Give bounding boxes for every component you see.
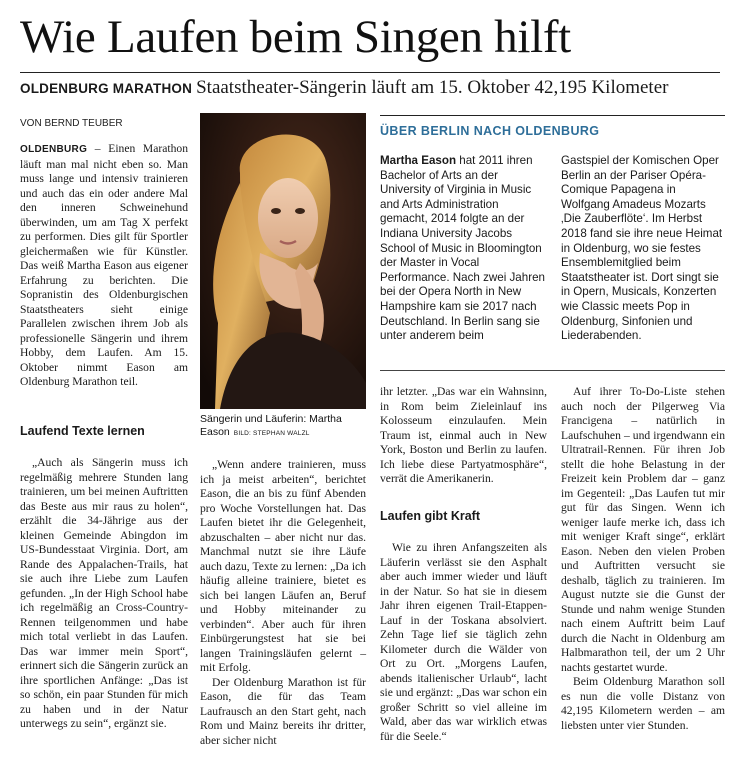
kicker: OLDENBURG MARATHON — [20, 81, 193, 96]
byline: VON BERND TEUBER — [20, 118, 123, 129]
infobox-left-text: hat 2011 ihren Bachelor of Arts an der University of Virginia in Music and Arts Administration gemacht, 2014 folgte an der Indiana University Jacobs School of Music in Bloomington der Master in Vocal Performance. Nach zwei Jahren bei der Opera North in New Hampshire kam sie 2017 nach Deutschland. In Berlin sang sie unter anderem beim — [380, 154, 545, 343]
headline: Wie Laufen beim Singen hilft — [20, 11, 571, 63]
photo-caption — [200, 413, 366, 440]
column-4 — [561, 385, 725, 733]
top-rule — [20, 72, 720, 73]
portrait-photo — [200, 113, 366, 409]
infobox-bottom-rule — [380, 370, 725, 371]
caption-text: Sängerin und Läuferin: Martha Eason — [200, 413, 342, 438]
infobox-top-rule — [380, 115, 725, 116]
infobox-lead-name: Martha Eason — [380, 154, 457, 167]
infobox-title: ÜBER BERLIN NACH OLDENBURG — [380, 124, 600, 138]
paragraph: „Wenn andere trainieren, muss ich ja meist arbeiten“, berichtet Eason, die an bis zu fünf Abenden pro Woche Vorstellungen hat. Das Laufen bietet ihr die Gelegenheit, abzuschalten – aber nicht nur das. Manchmal nutzt sie ihre Läufe auch dazu, Texte zu lernen: „Da ich häufig alleine trainiere, bietet es sich bei langen Läufen an, Beruf und Hobby miteinander zu verbinden“. Aber auch für ihren Einbürgerungstest hat sie bei langen Trainingsläufen gelernt – mit Erfolg. — [200, 458, 366, 674]
column-3-body — [380, 541, 547, 744]
portrait-image — [200, 113, 366, 409]
infobox-left — [380, 154, 548, 344]
section-heading-kraft: Laufen gibt Kraft — [380, 509, 480, 523]
column-3-top — [380, 385, 547, 487]
paragraph: ihr letzter. „Das war ein Wahnsinn, in Rom beim Zieleinlauf ins Kolosseum einzulaufen. Mein Traum ist, einmal auch in New York, Boston und Berlin zu laufen. Ich liebe diese Partyatmosphäre“, verrät die Amerikanerin. — [380, 385, 547, 485]
paragraph: Auf ihrer To-Do-Liste stehen auch noch der Pilgerweg Via Francigena – natürlich in Laufschuhen – und irgendwann ein Ultratrail-Rennen. Für ihren Job stellt die hohe Belastung in der Freizeit kein Problem dar – ganz im Gegenteil: „Das Laufen tut mir gut für das Singen. Wenn ich weniger laufe merke ich, dass ich mit weniger Kraft singe“, erklärt Eason. Neben den vielen Proben und Auftritten versucht sie deshalb, täglich zu trainieren. Im August nutzte sie die Gunst der Stunde und nahm wenige Stunden nach einem Auftritt beim Lauf durch die Nacht in Oldenburg am Halbmarathon teil, der um 2 Uhr nachts gestartet wurde. — [561, 385, 725, 674]
infobox-right: Gastspiel der Komischen Oper Berlin an der Pariser Opéra-Comique Papagena in Wolfgang Amadeus Mozarts ‚Die Zauberflöte‘. Im Herbst 2018 fand sie ihre neue Heimat in Oldenburg, wo sie festes Ensemblemitglied beim Staatstheater ist. Dort singt sie in Opern, Musicals, Konzerten wie Classic meets Pop in Oldenburg, Sinfonien und Liederabenden. — [561, 154, 723, 343]
paragraph: „Auch als Sängerin muss ich regelmäßig mehrere Stunden lang trainieren, um bei meinen Auftritten das Beste aus mir raus zu holen“, erzählt die 34-Jährige aus der kleinen Gemeinde Abingdon im US-Bundesstaat Virginia. Dort, am Rande des Appalachen-Trails, hat sie auch ihre Liebe zum Laufen gefunden. „In der High School habe ich regelmäßig an Cross-Country-Rennen teilgenommen und habe mich total verliebt in das Laufen. Das war immer mein Sport“, erinnert sich die Sängerin zurück an ihre sportlichen Anfänge: „Das ist so schön, ein paar Stunden für mich zu haben und in der Natur unterwegs zu sein“, ergänzt sie. — [20, 456, 188, 730]
paragraph: Beim Oldenburg Marathon soll es nun die volle Distanz von 42,195 Kilometern werden – am liebsten unter vier Stunden. — [561, 675, 725, 732]
deck: Staatstheater-Sängerin läuft am 15. Oktober 42,195 Kilometer — [196, 77, 669, 98]
column-2 — [200, 458, 366, 748]
section-heading-laufend: Laufend Texte lernen — [20, 424, 145, 438]
column-1-body — [20, 456, 188, 732]
intro-text: – Einen Marathon läuft man mal nicht eben so. Man muss lange und intensiv trainieren und auch das ein oder andere Mal den inneren Schweinehund überwinden, um am Tag X perfekt zu performen. Dies gilt für Sportler gleichermaßen wie für Künstler. Das weiß Martha Eason aus eigener Erfahrung zu berichten. Die Sopranistin des Oldenburgischen Staatstheaters sieht einige Parallelen zwischen ihrem Job als professionelle Sängerin und ihrem Hobby, dem Laufen. Am 15. Oktober nimmt Eason am Oldenburg Marathon teil. — [20, 142, 188, 388]
dateline: OLDENBURG — [20, 144, 88, 155]
column-1-intro — [20, 142, 188, 390]
paragraph: Wie zu ihren Anfangszeiten als Läuferin verlässt sie den Asphalt aber auch immer wieder und läuft in der Natur. So hat sie in diesem Jahr ihren eigenen Trail-Etappen-Lauf in der Toskana absolviert. Zehn Tage lief sie täglich zehn Kilometer durch die Wälder von Ort zu Ort. „Morgens Laufen, abends italienischer Urlaub“, lacht sie und ergänzt: „Das war schon ein großer Schritt so viel alleine im Wald, aber das war wirklich etwas für die Seele.“ — [380, 541, 547, 743]
paragraph: Der Oldenburg Marathon ist für Eason, die für das Team Laufrausch an den Start geht, nach Rom und Mainz bereits ihr dritter, aber sicher nicht — [200, 675, 366, 747]
photo-credit: BILD: STEPHAN WALZL — [233, 430, 310, 437]
subheadline — [20, 77, 725, 101]
